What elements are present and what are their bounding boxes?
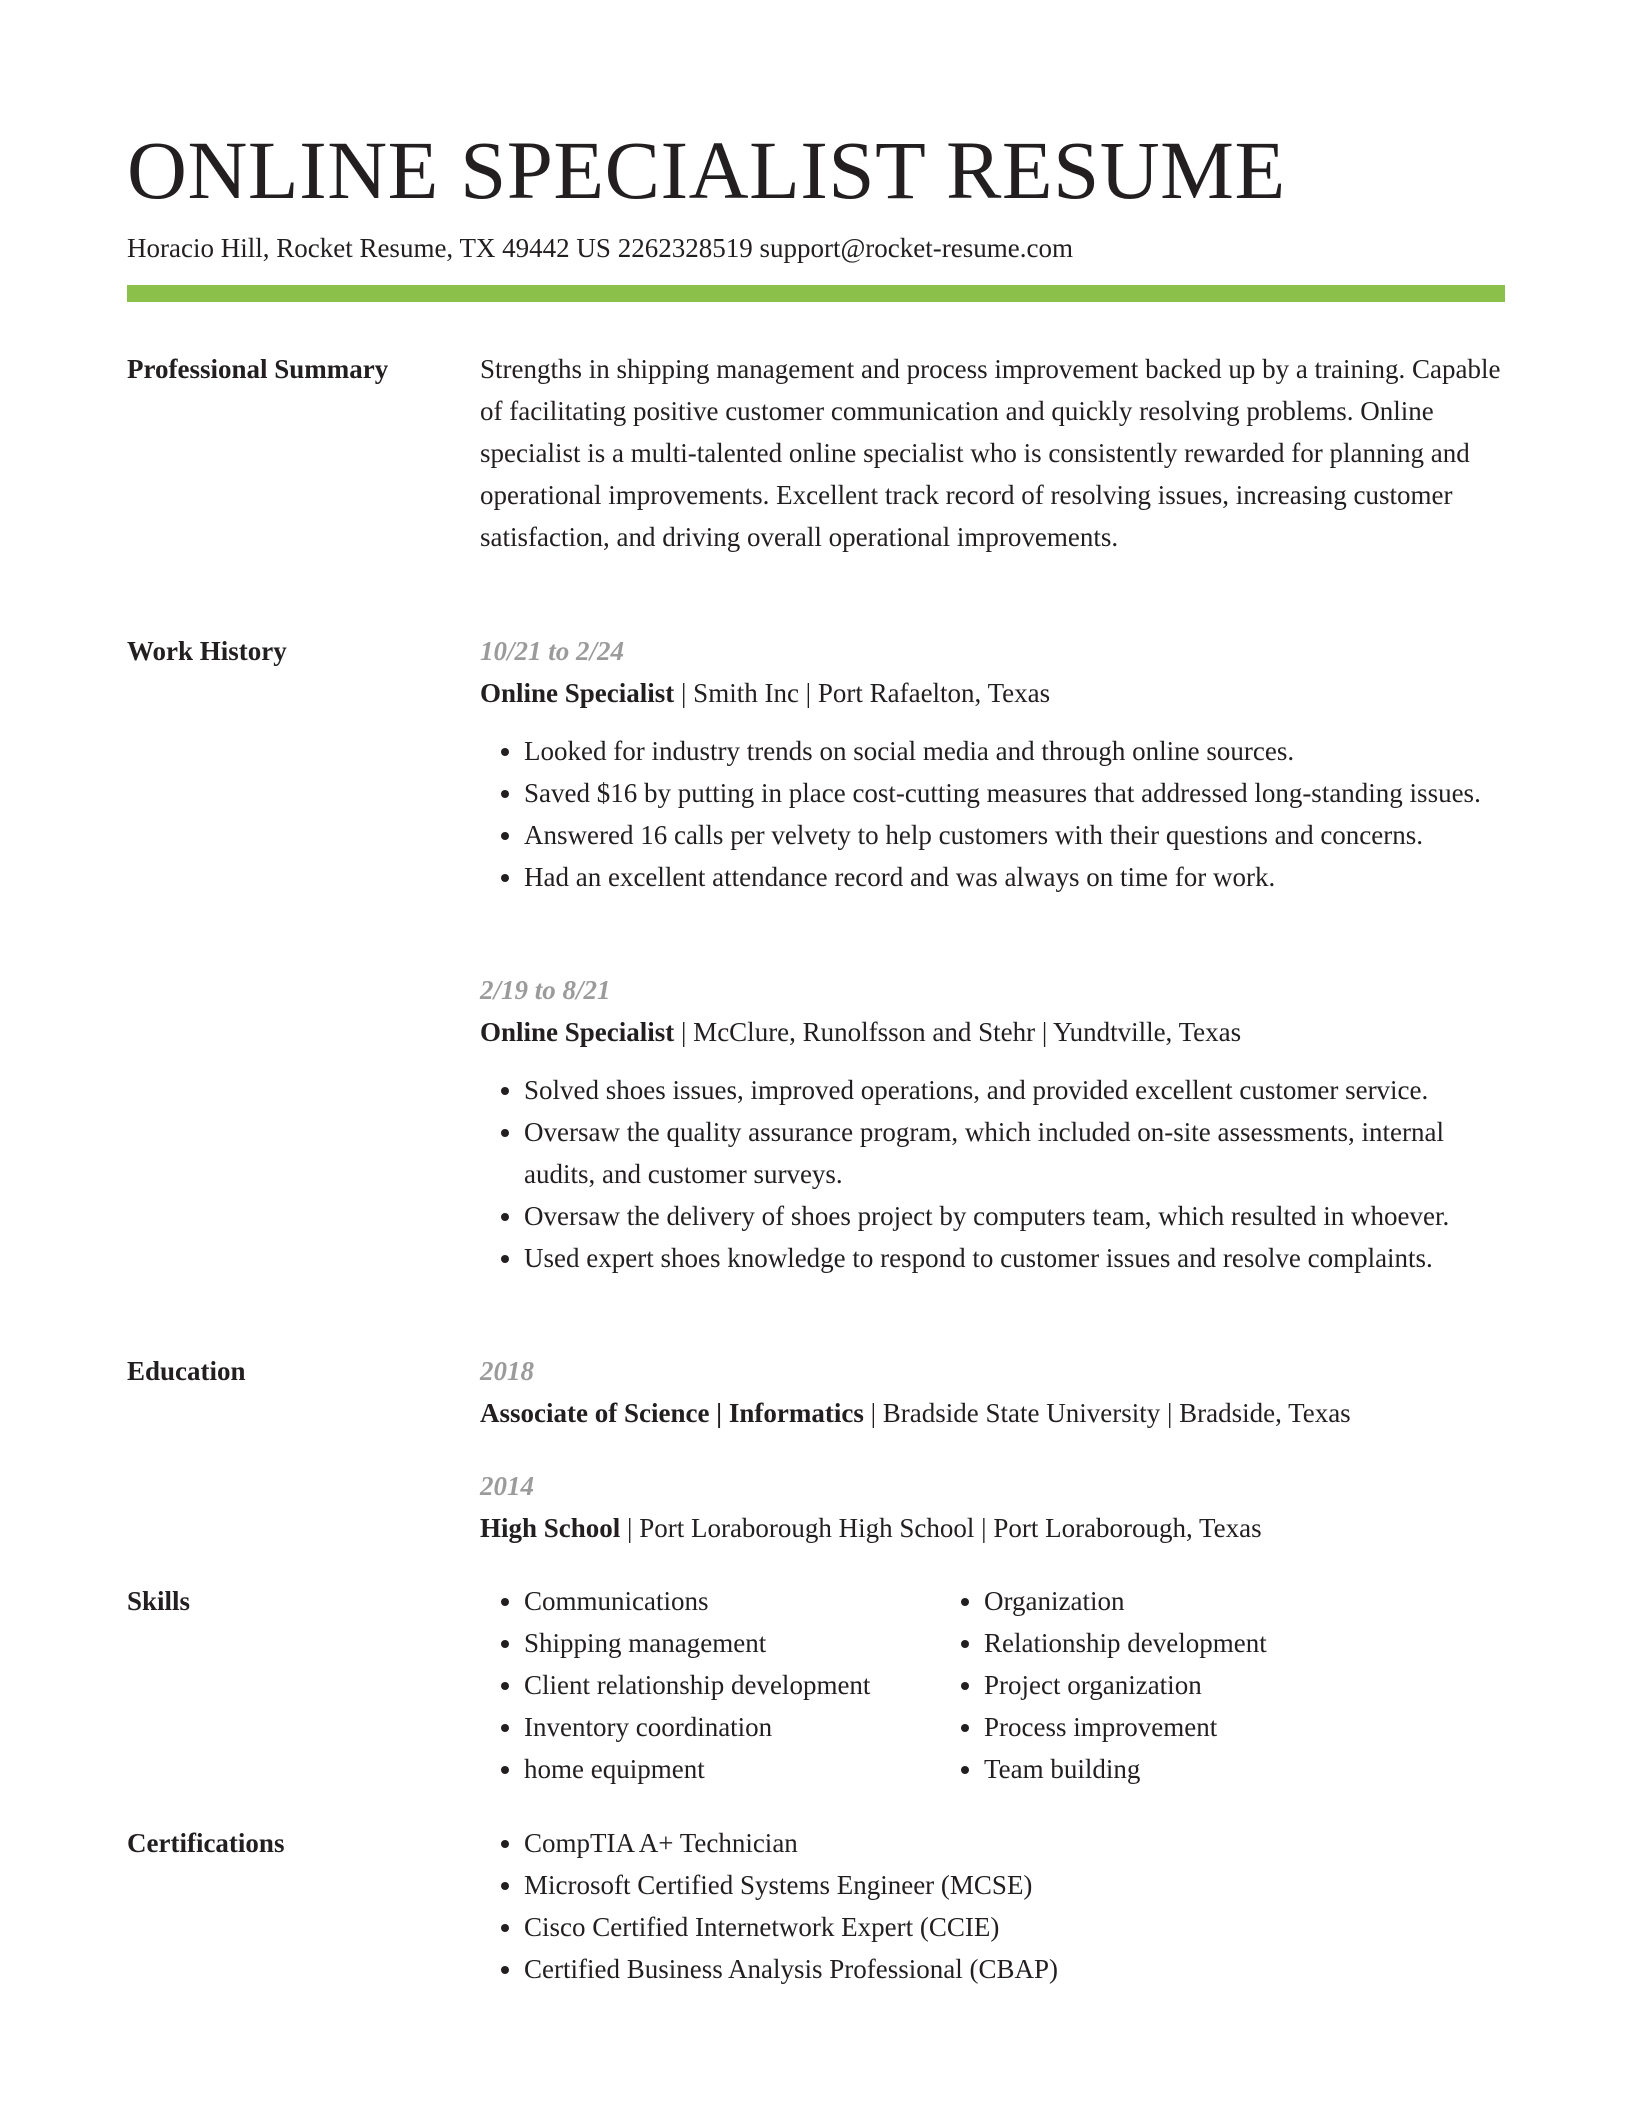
list-item: • Solved shoes issues, improved operations, and provided excellent customer service. (524, 1069, 1505, 1111)
list-item: • Inventory coordination (524, 1706, 940, 1748)
list-item: • Saved $16 by putting in place cost-cutting measures that addressed long-standing issues. (524, 772, 1505, 814)
list-item: • Answered 16 calls per velvety to help customers with their questions and concerns. (524, 814, 1505, 856)
list-item: • Relationship development (984, 1622, 1460, 1664)
section-label-summary: Professional Summary (127, 354, 389, 384)
section-label-work: Work History (127, 636, 287, 666)
list-item: • Certified Business Analysis Professional (CBAP) (524, 1948, 1505, 1990)
work-entry (480, 630, 1505, 898)
list-item: • Had an excellent attendance record and was always on time for work. (524, 856, 1505, 898)
list-item: • Used expert shoes knowledge to respond to customer issues and resolve complaints. (524, 1237, 1505, 1279)
job-title: Online Specialist (480, 678, 675, 708)
list-item: • Process improvement (984, 1706, 1460, 1748)
certifications-list (480, 1822, 1505, 1990)
work-bullets (480, 1069, 1505, 1279)
skills-list (940, 1580, 1460, 1790)
list-item: • Cisco Certified Internetwork Expert (CCIE) (524, 1906, 1505, 1948)
education-year: 2018 (480, 1356, 534, 1386)
work-dates: 10/21 to 2/24 (480, 636, 625, 666)
work-entry (480, 969, 1505, 1279)
resume-title: ONLINE SPECIALIST RESUME (127, 124, 1286, 216)
certifications-section (480, 1822, 1505, 1990)
job-details: | Smith Inc | Port Rafaelton, Texas (674, 678, 1051, 708)
summary-text: Strengths in shipping management and process improvement backed up by a training. Capable of facilitating positive customer communication and quickly resolving problems. Online specialist is a multi-talented online specialist who is consistently rewarded for planning and operational improvements. Excellent track record of resolving issues, increasing customer satisfaction, and driving overall operational improvements. (480, 354, 1501, 552)
work-role-line (480, 1011, 1505, 1053)
work-bullets (480, 730, 1505, 898)
school-details: | Bradside State University | Bradside, Texas (863, 1398, 1351, 1428)
degree: High School (480, 1513, 621, 1543)
list-item: • Looked for industry trends on social media and through online sources. (524, 730, 1505, 772)
education-line (480, 1507, 1505, 1549)
summary-section (480, 348, 1505, 558)
education-entry (480, 1465, 1505, 1549)
list-item: • Team building (984, 1748, 1460, 1790)
work-dates: 2/19 to 8/21 (480, 975, 611, 1005)
list-item: • home equipment (524, 1748, 940, 1790)
work-role-line (480, 672, 1505, 714)
list-item: • CompTIA A+ Technician (524, 1822, 1505, 1864)
list-item: • Communications (524, 1580, 940, 1622)
job-title: Online Specialist (480, 1017, 675, 1047)
degree: Associate of Science | Informatics (480, 1398, 864, 1428)
skills-grid (480, 1580, 1505, 1790)
list-item: • Shipping management (524, 1622, 940, 1664)
school-details: | Port Loraborough High School | Port Loraborough, Texas (620, 1513, 1262, 1543)
list-item: • Oversaw the quality assurance program, which included on-site assessments, internal audits, and customer surveys. (524, 1111, 1505, 1195)
list-item: • Oversaw the delivery of shoes project by computers team, which resulted in whoever. (524, 1195, 1505, 1237)
section-label-education: Education (127, 1356, 246, 1386)
education-entry (480, 1350, 1505, 1434)
education-line (480, 1392, 1505, 1434)
section-label-skills: Skills (127, 1586, 191, 1616)
skills-section (480, 1580, 1505, 1790)
section-label-certifications: Certifications (127, 1828, 285, 1858)
accent-divider (127, 285, 1505, 302)
education-year: 2014 (480, 1471, 534, 1501)
contact-line: Horacio Hill, Rocket Resume, TX 49442 US 2262328519 support@rocket-resume.com (127, 233, 1073, 263)
list-item: • Organization (984, 1580, 1460, 1622)
list-item: • Microsoft Certified Systems Engineer (MCSE) (524, 1864, 1505, 1906)
job-details: | McClure, Runolfsson and Stehr | Yundtville, Texas (674, 1017, 1242, 1047)
list-item: • Client relationship development (524, 1664, 940, 1706)
skills-column-right (940, 1580, 1460, 1790)
skills-list (480, 1580, 940, 1790)
list-item: • Project organization (984, 1664, 1460, 1706)
skills-column-left (480, 1580, 940, 1790)
